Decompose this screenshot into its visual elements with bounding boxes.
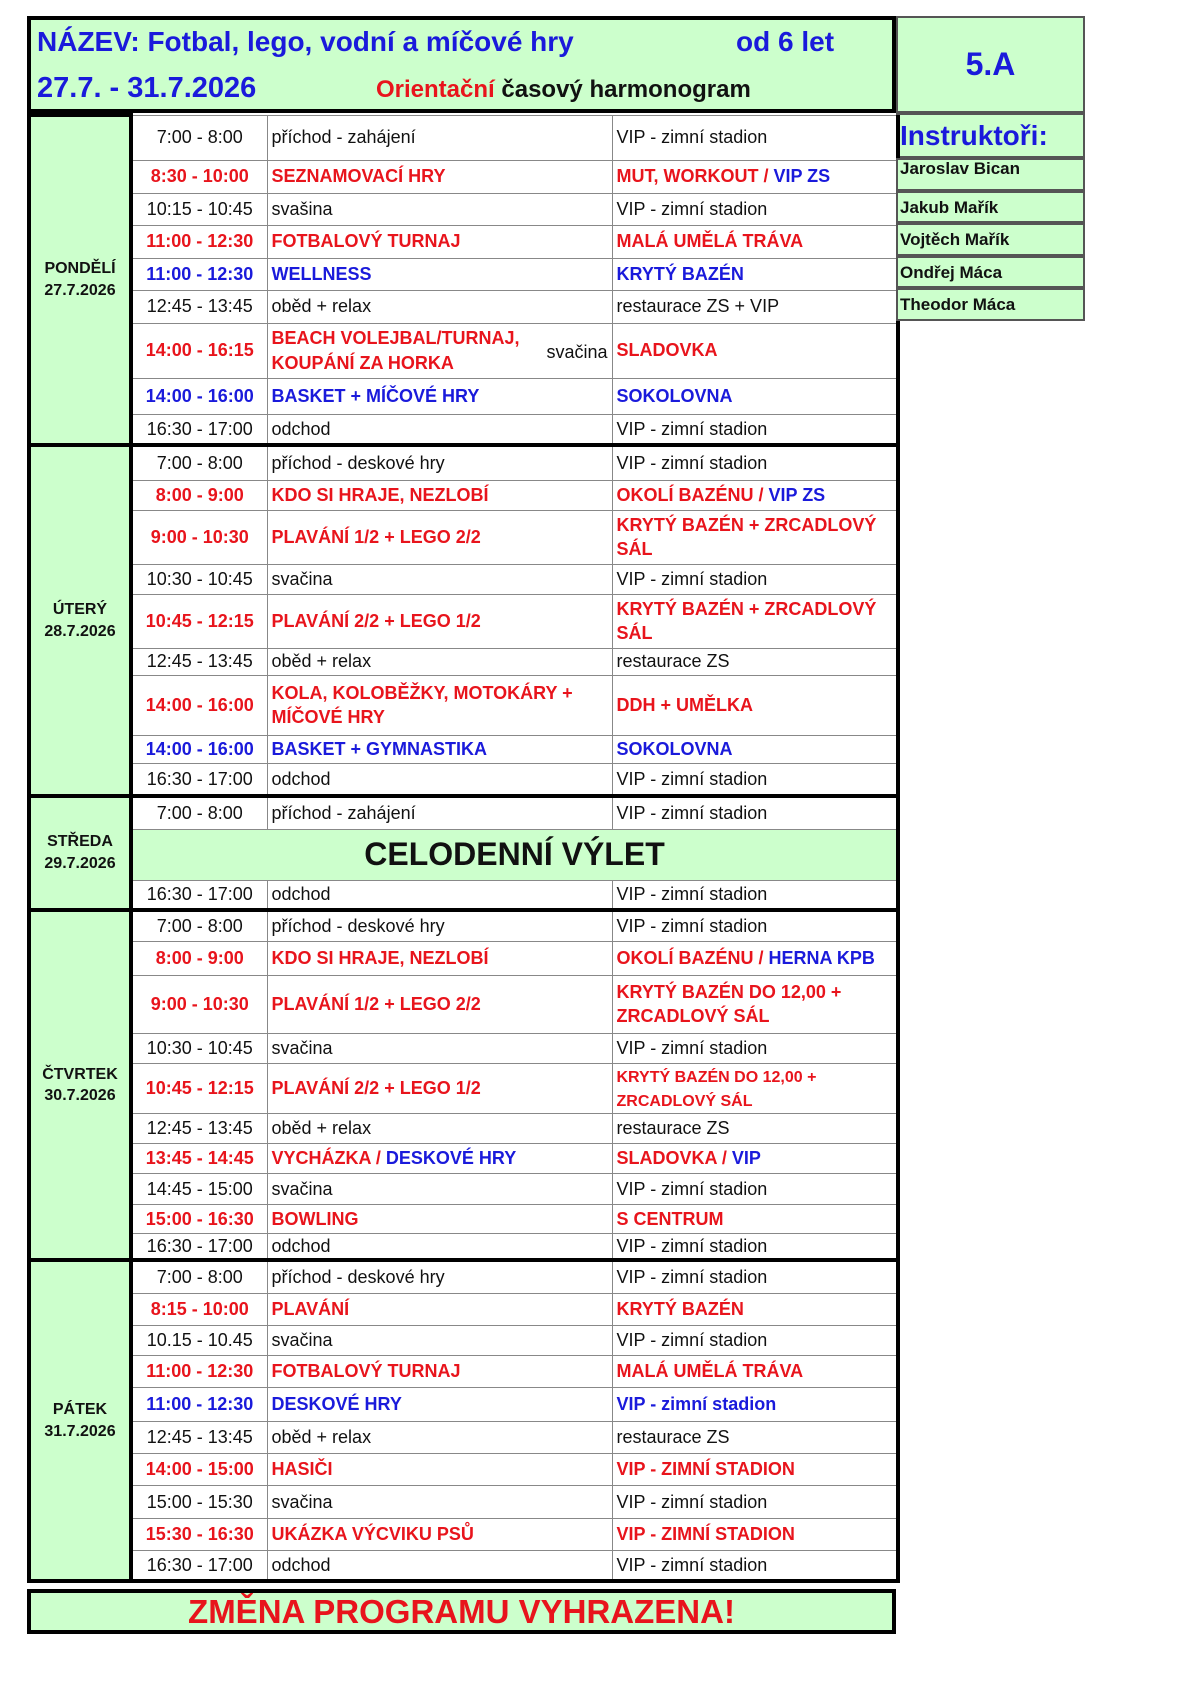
time-cell: 14:00 - 16:00 [131,675,267,735]
location-cell [612,564,898,594]
table-row [29,1173,898,1204]
time-cell: 10:30 - 10:45 [131,1033,267,1063]
text-segment: KRYTÝ BAZÉN [616,1299,744,1320]
age-label: od 6 let [736,26,835,57]
activity-cell [267,1518,612,1550]
text-segment: MALÁ UMĚLÁ TRÁVA [616,231,804,252]
location-cell [612,414,898,445]
text-segment: svačina [271,1491,333,1512]
text-segment: BOWLING [271,1208,359,1229]
time-cell: 14:45 - 15:00 [131,1173,267,1204]
text-segment: příchod - deskové hry [271,916,445,937]
time-cell: 16:30 - 17:00 [131,880,267,910]
time-cell: 11:00 - 12:30 [131,225,267,258]
text-segment: HERNA KPB [768,947,875,968]
text-segment: VIP - zimní stadion [616,1491,768,1512]
time-cell: 12:45 - 13:45 [131,648,267,675]
activity-cell [267,510,612,564]
table-row [29,1325,898,1355]
activity-cell [267,941,612,975]
time-cell: 12:45 - 13:45 [131,1421,267,1453]
location-cell [612,1421,898,1453]
text-segment: FOTBALOVÝ TURNAJ [271,231,461,252]
text-segment: příchod - zahájení [271,803,416,824]
activity-cell [267,1143,612,1173]
table-row [29,648,898,675]
table-row [29,160,898,193]
day-date: 30.7.2026 [44,1087,116,1105]
table-row [29,480,898,510]
time-cell: 14:00 - 16:00 [131,378,267,414]
location-cell [612,290,898,323]
activity-cell [267,1033,612,1063]
text-segment: PLAVÁNÍ 1/2 + LEGO 2/2 [271,526,481,547]
activity-cell [267,1453,612,1485]
class-name: 5.A [896,16,1085,113]
time-cell: 14:00 - 16:00 [131,735,267,763]
text-segment: BEACH VOLEJBAL/TURNAJ, KOUPÁNÍ ZA HORKA [271,328,520,373]
time-cell: 15:30 - 16:30 [131,1518,267,1550]
table-row [29,378,898,414]
day-date: 28.7.2026 [44,622,116,640]
text-segment: BASKET + GYMNASTIKA [271,738,488,759]
date-range: 27.7. - 31.7.2026 [37,72,257,104]
time-cell: 8:00 - 9:00 [131,941,267,975]
location-cell [612,910,898,941]
location-cell [612,975,898,1033]
text-segment: VIP - zimní stadion [616,1037,768,1058]
table-row [29,594,898,648]
instructor-name: Ondřej Máca [896,256,1085,288]
text-segment: VIP - zimní stadion [616,418,768,439]
activity-cell [267,1113,612,1143]
location-cell [612,510,898,564]
text-segment: svačina [271,1178,333,1199]
text-segment: odchod [271,1554,331,1575]
text-segment: restaurace ZS [616,651,730,672]
time-cell: 7:00 - 8:00 [131,445,267,480]
subtitle [376,76,751,104]
time-cell: 16:30 - 17:00 [131,1233,267,1260]
activity-cell [267,445,612,480]
text-segment: odchod [271,1235,331,1256]
location-cell [612,648,898,675]
location-cell [612,880,898,910]
time-cell: 7:00 - 8:00 [131,910,267,941]
text-segment: VIP - zimní stadion [616,803,768,824]
activity-cell [267,378,612,414]
day-name: STŘEDA [47,833,113,851]
time-cell: 10:30 - 10:45 [131,564,267,594]
text-segment: svašina [271,198,333,219]
text-segment: BASKET + MÍČOVÉ HRY [271,385,480,406]
text-segment: HASIČI [271,1459,333,1480]
location-cell [612,1387,898,1421]
text-segment: OKOLÍ BAZÉNU / [616,484,769,505]
text-segment: KDO SI HRAJE, NEZLOBÍ [271,484,489,505]
text-segment: VIP - zimní stadion [616,453,768,474]
activity-cell [267,1550,612,1581]
table-row [29,1387,898,1421]
activity-cell [267,910,612,941]
time-cell: 14:00 - 15:00 [131,1453,267,1485]
text-segment: VIP - zimní stadion [616,768,768,789]
activity-cell [267,675,612,735]
text-segment: PLAVÁNÍ [271,1299,350,1320]
table-row [29,796,898,829]
table-row [29,1421,898,1453]
day-cell [29,910,131,1260]
activity-cell [267,1355,612,1387]
text-segment: VIP - ZIMNÍ STADION [616,1524,795,1545]
time-cell: 10:45 - 12:15 [131,1063,267,1113]
text-segment: oběd + relax [271,296,372,317]
text-segment: VIP - ZIMNÍ STADION [616,1459,795,1480]
activity-cell [267,480,612,510]
time-cell: 7:00 - 8:00 [131,115,267,160]
text-segment: OKOLÍ BAZÉNU / [616,947,769,968]
text-segment: oběd + relax [271,651,372,672]
table-row [29,414,898,445]
activity-cell [267,323,612,378]
activity-cell [267,290,612,323]
text-segment: oběd + relax [271,1427,372,1448]
table-row [29,763,898,796]
time-cell: 11:00 - 12:30 [131,1387,267,1421]
location-cell [612,1453,898,1485]
text-segment: VIP - zimní stadion [616,916,768,937]
text-segment: odchod [271,768,331,789]
text-segment: KRYTÝ BAZÉN + ZRCADLOVÝ SÁL [616,598,877,643]
activity-cell [267,414,612,445]
table-row [29,1550,898,1581]
instructor-name: Jakub Mařík [896,191,1085,223]
text-segment: DESKOVÉ HRY [385,1148,517,1169]
activity-cell [267,763,612,796]
text-segment: KOLA, KOLOBĚŽKY, MOTOKÁRY + MÍČOVÉ HRY [271,682,573,727]
activity-cell [267,1325,612,1355]
day-cell [29,1260,131,1581]
text-segment: VYCHÁZKA / [271,1148,386,1169]
activity-cell [267,1485,612,1518]
table-row [29,675,898,735]
table-row [29,1143,898,1173]
text-segment: VIP - zimní stadion [616,1235,768,1256]
time-cell: 16:30 - 17:00 [131,1550,267,1581]
table-row [29,1233,898,1260]
time-cell: 16:30 - 17:00 [131,763,267,796]
text-segment: restaurace ZS + VIP [616,296,780,317]
location-cell [612,193,898,225]
table-row [29,829,898,880]
text-segment: svačina [271,1037,333,1058]
instructor-name: Vojtěch Mařík [896,223,1085,256]
day-date: 27.7.2026 [44,282,116,299]
table-row [29,880,898,910]
text-segment: MUT, WORKOUT / [616,166,774,187]
time-cell: 11:00 - 12:30 [131,1355,267,1387]
location-cell [612,1063,898,1113]
activity-cell [267,115,612,160]
text-segment: VIP - zimní stadion [616,884,768,905]
location-cell [612,735,898,763]
location-cell [612,1485,898,1518]
location-cell [612,378,898,414]
text-segment: příchod - deskové hry [271,1267,445,1288]
activity-cell [267,193,612,225]
instructor-name: Theodor Máca [896,288,1085,321]
time-cell: 16:30 - 17:00 [131,414,267,445]
location-cell [612,445,898,480]
activity-cell [267,1293,612,1325]
location-cell [612,941,898,975]
location-cell [612,594,898,648]
table-row [29,193,898,225]
text-segment: PLAVÁNÍ 1/2 + LEGO 2/2 [271,993,481,1014]
text-segment: SEZNAMOVACÍ HRY [271,166,446,187]
time-cell: 8:15 - 10:00 [131,1293,267,1325]
location-cell [612,763,898,796]
text-segment: DDH + UMĚLKA [616,694,754,715]
day-name: PÁTEK [52,1401,108,1419]
text-segment: restaurace ZS [616,1427,730,1448]
text-segment: VIP ZS [768,484,826,505]
time-cell: 12:45 - 13:45 [131,1113,267,1143]
location-cell [612,675,898,735]
text-segment: MALÁ UMĚLÁ TRÁVA [616,1361,804,1382]
location-cell [612,1233,898,1260]
text-segment: VIP - zimní stadion [616,1267,768,1288]
table-row [29,1293,898,1325]
table-row [29,1260,898,1293]
table-row [29,975,898,1033]
day-name: PONDĚLÍ [44,260,116,278]
instructors-label: Instruktoři: [896,113,1085,158]
table-row [29,290,898,323]
time-cell: 15:00 - 16:30 [131,1204,267,1233]
text-segment: VIP - zimní stadion [616,1330,768,1351]
location-cell [612,160,898,193]
location-cell [612,1325,898,1355]
time-cell: 7:00 - 8:00 [131,1260,267,1293]
activity-cell [267,1421,612,1453]
table-row [29,445,898,480]
text-segment: restaurace ZS [616,1118,730,1139]
day-cell [29,796,131,910]
time-cell: 10:15 - 10:45 [131,193,267,225]
table-row [29,941,898,975]
text-segment: VIP - zimní stadion [616,1394,777,1415]
activity-note: svačina [546,342,608,363]
text-segment: odchod [271,418,331,439]
location-cell [612,1033,898,1063]
text-segment: SOKOLOVNA [616,738,733,759]
activity-cell [267,225,612,258]
day-cell [29,115,131,445]
text-segment: DESKOVÉ HRY [271,1394,402,1415]
text-segment: svačina [271,1330,333,1351]
text-segment: VIP ZS [773,166,831,187]
location-cell [612,323,898,378]
table-row [29,1453,898,1485]
activity-cell [267,1260,612,1293]
time-cell: 10.15 - 10.45 [131,1325,267,1355]
time-cell: 8:30 - 10:00 [131,160,267,193]
text-segment: FOTBALOVÝ TURNAJ [271,1361,461,1382]
text-segment: VIP - zimní stadion [616,1178,768,1199]
day-cell [29,445,131,796]
trip-banner: CELODENNÍ VÝLET [131,829,898,880]
location-cell [612,480,898,510]
schedule-header [27,16,896,113]
schedule-table [27,113,900,1583]
table-row [29,910,898,941]
text-segment: KRYTÝ BAZÉN DO 12,00 + ZRCADLOVÝ SÁL [616,1068,817,1111]
text-segment: SLADOVKA [616,340,718,361]
text-segment: SOKOLOVNA [616,385,733,406]
table-row [29,1485,898,1518]
instructor-name: Jaroslav Bican [896,158,1085,191]
location-cell [612,796,898,829]
time-cell: 7:00 - 8:00 [131,796,267,829]
activity-cell [267,880,612,910]
day-date: 29.7.2026 [44,855,116,872]
time-cell: 12:45 - 13:45 [131,290,267,323]
activity-cell [267,975,612,1033]
table-row [29,1518,898,1550]
text-segment: WELLNESS [271,263,372,284]
location-cell [612,1113,898,1143]
table-row [29,1063,898,1113]
activity-cell [267,1063,612,1113]
day-name: ČTVRTEK [42,1065,118,1083]
text-segment: příchod - deskové hry [271,453,445,474]
text-segment: S CENTRUM [616,1208,724,1229]
text-segment: UKÁZKA VÝCVIKU PSŮ [271,1524,474,1545]
text-segment: KRYTÝ BAZÉN [616,263,744,284]
text-segment: VIP [731,1148,761,1169]
table-row [29,735,898,763]
text-segment: oběd + relax [271,1118,372,1139]
text-segment: odchod [271,884,331,905]
activity-cell [267,160,612,193]
text-segment: KRYTÝ BAZÉN + ZRCADLOVÝ SÁL [616,514,877,559]
table-row [29,323,898,378]
location-cell [612,1550,898,1581]
activity-cell [267,1173,612,1204]
program-title: NÁZEV: Fotbal, lego, vodní a míčové hry [37,26,574,57]
activity-cell [267,594,612,648]
location-cell [612,258,898,290]
table-row [29,510,898,564]
time-cell: 10:45 - 12:15 [131,594,267,648]
table-row [29,1113,898,1143]
activity-cell [267,1233,612,1260]
activity-cell [267,1204,612,1233]
text-segment: KDO SI HRAJE, NEZLOBÍ [271,947,489,968]
day-name: ÚTERÝ [52,600,108,618]
text-segment: KRYTÝ BAZÉN DO 12,00 + ZRCADLOVÝ SÁL [616,981,842,1026]
table-row [29,225,898,258]
time-cell: 15:00 - 15:30 [131,1485,267,1518]
text-segment: VIP - zimní stadion [616,1554,768,1575]
text-segment: příchod - zahájení [271,127,416,148]
time-cell: 9:00 - 10:30 [131,510,267,564]
location-cell [612,1260,898,1293]
time-cell: 11:00 - 12:30 [131,258,267,290]
time-cell: 9:00 - 10:30 [131,975,267,1033]
text-segment: svačina [271,568,333,589]
time-cell: 13:45 - 14:45 [131,1143,267,1173]
activity-cell [267,1387,612,1421]
activity-cell [267,735,612,763]
activity-cell [267,564,612,594]
table-row [29,564,898,594]
activity-cell [267,796,612,829]
location-cell [612,1143,898,1173]
table-row [29,1355,898,1387]
subtitle-rest: časový harmonogram [494,76,751,103]
activity-cell [267,258,612,290]
location-cell [612,1518,898,1550]
text-segment: VIP - zimní stadion [616,198,768,219]
location-cell [612,1173,898,1204]
location-cell [612,1293,898,1325]
footer-notice: ZMĚNA PROGRAMU VYHRAZENA! [27,1589,896,1634]
text-segment: PLAVÁNÍ 2/2 + LEGO 1/2 [271,1077,481,1098]
time-cell: 8:00 - 9:00 [131,480,267,510]
location-cell [612,225,898,258]
day-date: 31.7.2026 [44,1422,116,1440]
table-row [29,1204,898,1233]
time-cell: 14:00 - 16:15 [131,323,267,378]
location-cell [612,115,898,160]
subtitle-red: Orientační [376,76,495,103]
text-segment: VIP - zimní stadion [616,568,768,589]
location-cell [612,1355,898,1387]
table-row [29,1033,898,1063]
text-segment: VIP - zimní stadion [616,127,768,148]
text-segment: PLAVÁNÍ 2/2 + LEGO 1/2 [271,610,481,631]
table-row [29,115,898,160]
location-cell [612,1204,898,1233]
activity-cell [267,648,612,675]
text-segment: SLADOVKA / [616,1148,732,1169]
table-row [29,258,898,290]
